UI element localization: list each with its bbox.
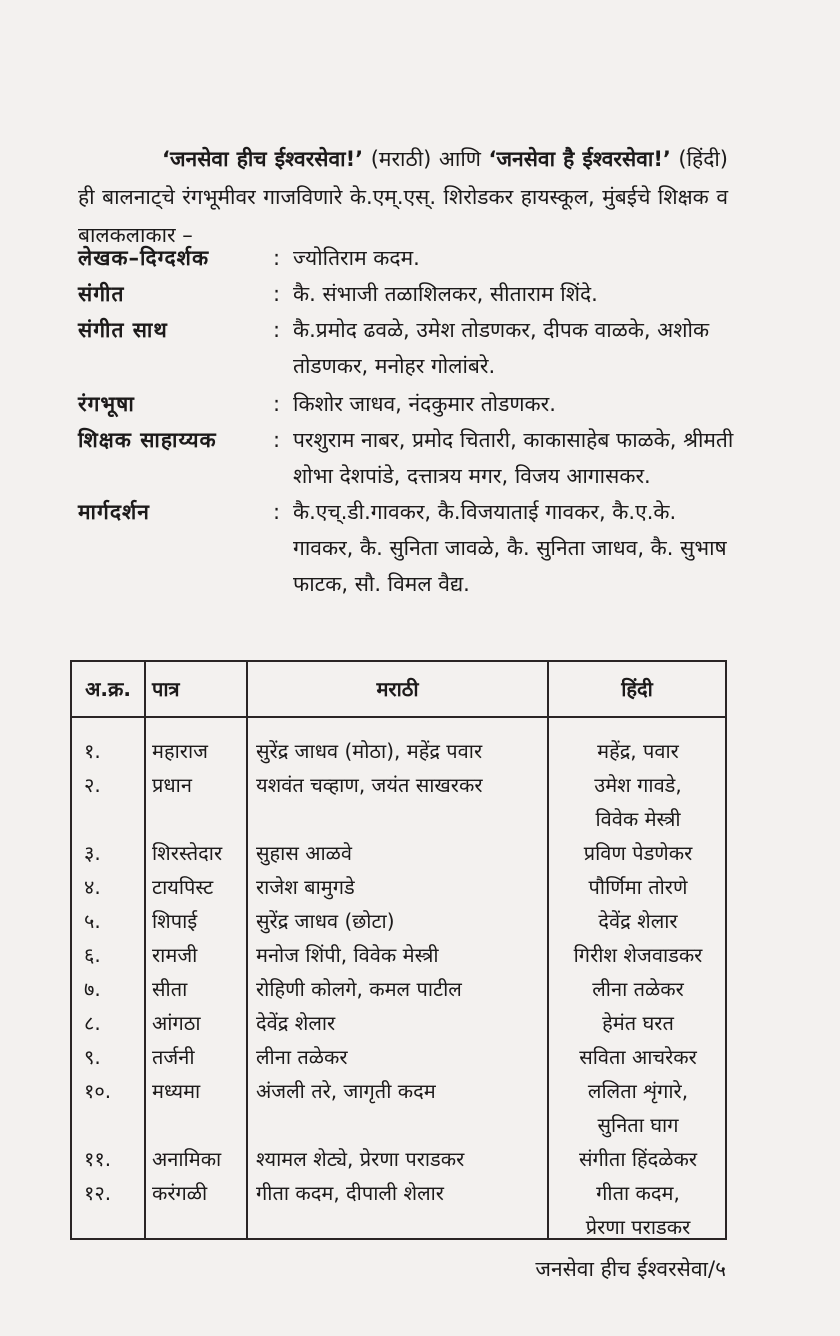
cell-character: रामजी [152,943,198,967]
table-row [72,734,725,768]
cell-character: टायपिस्ट [152,875,214,899]
credit-colon: : [273,428,281,452]
header-marathi: मराठी [376,677,419,701]
header-serial-no: अ.क्र. [85,677,131,701]
cell-serial-no: ९. [84,1045,101,1069]
cell-hindi-line: ललिता शृंगारे, [587,1079,689,1103]
cell-hindi [550,1176,726,1244]
header-character: पात्र [152,677,180,701]
cell-character: तर्जनी [152,1045,195,1069]
cell-serial-no: ५. [84,909,101,933]
cell-hindi-line: पौर्णिमा तोरणे [588,875,688,899]
cell-character: सीता [152,977,188,1001]
cell-marathi: यशवंत चव्हाण, जयंत साखरकर [256,773,483,797]
cell-serial-no: ८. [84,1011,101,1035]
cell-serial-no: २. [84,773,101,797]
cell-serial-no: ७. [84,977,101,1001]
table-row [72,1040,725,1074]
cell-hindi-line: महेंद्र, पवार [597,739,679,763]
cell-marathi: अंजली तरे, जागृती कदम [256,1079,436,1103]
cell-marathi: राजेश बामुगडे [256,875,355,899]
cell-hindi [550,870,726,904]
cell-character: प्रधान [152,773,192,797]
cell-hindi [550,1074,726,1142]
credit-role: संगीत साथ [78,318,168,342]
cell-marathi: सुरेंद्र जाधव (छोटा) [256,909,395,933]
table-row [72,1176,725,1244]
credit-names: कै.प्रमोद ढवळे, उमेश तोडणकर, दीपक वाळके, अशोक तोडणकर, मनोहर गोलांबरे. [293,318,710,378]
cell-hindi [550,938,726,972]
credit-colon: : [273,318,281,342]
cell-hindi [550,836,726,870]
cell-hindi [550,904,726,938]
table-row [72,768,725,836]
cell-hindi [550,1006,726,1040]
table-row [72,870,725,904]
cell-marathi: लीना तळेकर [256,1045,348,1069]
credit-makeup [78,386,738,422]
cell-hindi-line: प्रविण पेडणेकर [583,841,693,865]
table-row [72,1142,725,1176]
credit-colon: : [273,282,281,306]
cell-hindi [550,1040,726,1074]
cell-marathi: सुहास आळवे [256,841,352,865]
credit-colon: : [273,246,281,270]
cell-hindi-line: गिरीश शेजवाडकर [573,943,703,967]
table-row [72,1006,725,1040]
cell-hindi-line: सविता आचरेकर [579,1045,697,1069]
cell-hindi-line-2: सुनिता घाग [597,1113,679,1137]
credit-names: किशोर जाधव, नंदकुमार तोडणकर. [293,392,556,416]
cell-serial-no: १. [84,739,101,763]
table-row [72,1074,725,1142]
cell-hindi-line: लीना तळेकर [592,977,684,1001]
cell-hindi-line-2: विवेक मेस्त्री [595,807,681,831]
credit-role: लेखक–दिग्दर्शक [78,246,210,270]
cell-character: अनामिका [152,1147,222,1171]
cell-hindi [550,768,726,836]
header-divider [72,716,725,718]
intro-text-2: (हिंदी) ही बालनाट्चे रंगभूमीवर गाजविणारे के.एम्.एस्. शिरोडकर हायस्कूल, मुंबईचे शिक्षक व बालकलाकार – [78,147,728,247]
cell-hindi [550,972,726,1006]
cell-marathi: देवेंद्र शेलार [256,1011,336,1035]
credit-colon: : [273,500,281,524]
credit-role: रंगभूषा [78,392,135,416]
cell-serial-no: १२. [84,1181,112,1205]
header-hindi: हिंदी [621,677,653,701]
cell-character: शिरस्तेदार [152,841,223,865]
cell-serial-no: १०. [84,1079,112,1103]
credit-names: कै.एच्.डी.गावकर, कै.विजयाताई गावकर, कै.ए.के. गावकर, कै. सुनिता जावळे, कै. सुनिता जाधव, कै. सुभाष फाटक, सौ. विमल वैद्य. [293,500,727,596]
title-hindi: ‘जनसेवा है ईश्वरसेवा!’ [488,147,671,171]
cell-character: शिपाई [152,909,198,933]
intro-text-1: (मराठी) आणि [363,147,489,171]
credit-names: ज्योतिराम कदम. [293,246,420,270]
cell-hindi-line: देवेंद्र शेलार [598,909,678,933]
credit-role: मार्गदर्शन [78,500,150,524]
table-row [72,972,725,1006]
cell-marathi: सुरेंद्र जाधव (मोठा), महेंद्र पवार [256,739,483,763]
table-body [72,734,725,1244]
cell-serial-no: ४. [84,875,101,899]
cell-serial-no: ६. [84,943,101,967]
credits-list [78,240,738,602]
cell-hindi-line: हेमंत घरत [602,1011,674,1035]
cell-hindi-line: गीता कदम, [596,1181,680,1205]
table-row [72,904,725,938]
cell-character: आंगठा [152,1011,201,1035]
credit-writer-director [78,240,738,276]
cell-marathi: मनोज शिंपी, विवेक मेस्त्री [256,943,439,967]
cell-hindi-line: उमेश गावडे, [594,773,682,797]
credit-guidance [78,494,738,602]
cell-serial-no: ३. [84,841,101,865]
credit-music-accompaniment [78,312,738,384]
cell-character: करंगळी [152,1181,208,1205]
cell-serial-no: ११. [84,1147,112,1171]
intro-paragraph [78,140,728,254]
credit-names: कै. संभाजी तळाशिलकर, सीताराम शिंदे. [293,282,598,306]
cell-character: मध्यमा [152,1079,201,1103]
cell-hindi-line-2: प्रेरणा पराडकर [585,1215,691,1239]
credit-teacher-assistants [78,422,738,494]
credit-colon: : [273,392,281,416]
credit-role: शिक्षक साहाय्यक [78,428,217,452]
cell-marathi: रोहिणी कोलगे, कमल पाटील [256,977,462,1001]
page-footer: जनसेवा हीच ईश्वरसेवा/५ [535,1257,726,1281]
cell-character: महाराज [152,739,208,763]
credit-music [78,276,738,312]
cell-marathi: गीता कदम, दीपाली शेलार [256,1181,444,1205]
table-row [72,938,725,972]
credit-names: परशुराम नाबर, प्रमोद चितारी, काकासाहेब फाळके, श्रीमती शोभा देशपांडे, दत्तात्रय मगर, विजय आगासकर. [293,428,734,488]
cell-hindi-line: संगीता हिंदळेकर [578,1147,698,1171]
table-row [72,836,725,870]
cell-marathi: श्यामल शेट्ये, प्रेरणा पराडकर [256,1147,465,1171]
credit-role: संगीत [78,282,125,306]
cell-hindi [550,1142,726,1176]
cast-table [70,660,727,1240]
title-marathi: ‘जनसेवा हीच ईश्वरसेवा!’ [162,147,364,171]
cell-hindi [550,734,726,768]
